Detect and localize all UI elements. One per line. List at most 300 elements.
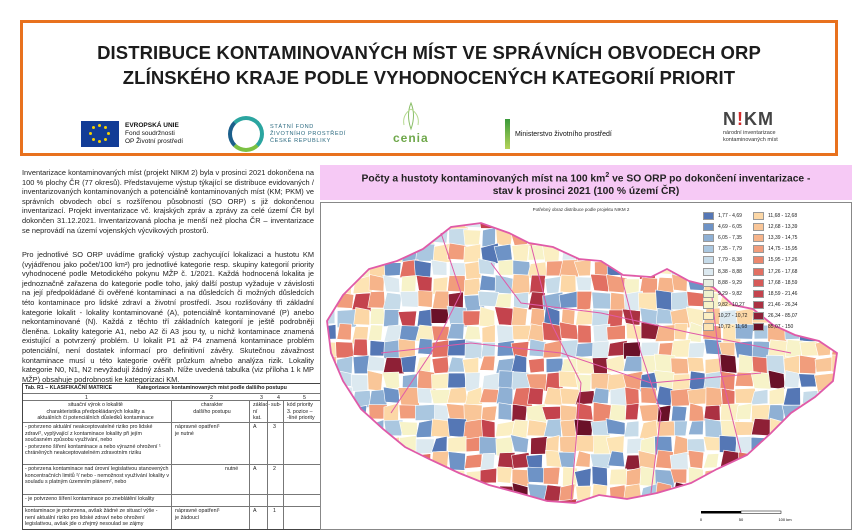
orp-district: [447, 387, 467, 403]
orp-district: [720, 371, 735, 390]
orp-district: [495, 307, 514, 326]
orp-district: [482, 325, 495, 344]
orp-district: [496, 499, 515, 515]
orp-district: [607, 228, 625, 243]
orp-district: [512, 500, 527, 519]
orp-district: [817, 469, 832, 487]
orp-district: [657, 244, 675, 261]
orp-district: [576, 342, 595, 357]
title-line-2: ZLÍNSKÉHO KRAJE PODLE VYHODNOCENÝCH KATEGORIÍ PRIORIT: [122, 67, 736, 88]
orp-district: [847, 386, 851, 402]
legend-swatch: [703, 301, 714, 309]
legend-item: [753, 221, 799, 232]
orp-district: [831, 244, 847, 262]
orp-district: [783, 388, 800, 406]
legend-item: [703, 288, 749, 299]
orp-district: [803, 212, 817, 231]
orp-district: [415, 468, 432, 485]
scale-bar: [700, 511, 792, 522]
orp-district: [448, 437, 467, 453]
nikm-subtitle: národní inventarizace kontaminovaných míst: [723, 130, 778, 143]
orp-district: [768, 467, 785, 485]
orp-district: [529, 358, 545, 373]
orp-district: [350, 229, 369, 243]
orp-district: [351, 374, 368, 391]
legend-swatch: [703, 223, 714, 231]
orp-district: [448, 357, 465, 372]
orp-district: [849, 482, 851, 502]
orp-district: [672, 374, 691, 391]
orp-district: [815, 326, 834, 339]
orp-district: [401, 484, 418, 502]
legend-swatch: [753, 279, 764, 287]
legend-swatch: [753, 223, 764, 231]
orp-district: [734, 500, 754, 518]
orp-district: [323, 436, 337, 456]
orp-district: [814, 261, 834, 279]
orp-district: [688, 388, 707, 404]
orp-district: [625, 228, 643, 248]
orp-district: [383, 293, 402, 310]
orp-district: [608, 243, 625, 262]
orp-district: [751, 437, 768, 454]
orp-district: [383, 212, 399, 230]
orp-district: [402, 213, 417, 230]
svg-text:50: 50: [738, 517, 744, 522]
orp-district: [495, 294, 512, 308]
legend-swatch: [703, 212, 714, 220]
orp-district: [432, 340, 449, 358]
orp-district: [848, 422, 851, 438]
orp-district: [369, 453, 386, 470]
orp-district: [336, 483, 352, 502]
orp-district: [833, 485, 848, 504]
orp-district: [834, 451, 851, 472]
orp-district: [815, 243, 833, 261]
legend-label: 8,88 - 9,29: [718, 279, 742, 286]
legend-swatch: [703, 234, 714, 242]
orp-district: [800, 437, 819, 454]
orp-district: [785, 484, 799, 500]
orp-district: [720, 354, 737, 373]
orp-district: [337, 276, 352, 295]
mzp-logo-text: Ministerstvo životního prostředí: [515, 130, 612, 138]
orp-district: [367, 212, 385, 230]
orp-district: [321, 484, 338, 500]
orp-district: [321, 420, 338, 438]
legend-swatch: [753, 312, 764, 320]
orp-district: [321, 500, 340, 515]
orp-district: [448, 373, 467, 388]
legend-swatch: [753, 323, 764, 331]
orp-district: [514, 292, 529, 308]
orp-district: [496, 387, 512, 405]
orp-district: [833, 421, 848, 439]
legend-label: 10,72 - 11,68: [718, 324, 748, 331]
orp-district: [543, 228, 562, 246]
orp-district: [688, 499, 707, 516]
orp-district: [689, 371, 705, 390]
orp-district: [335, 468, 355, 484]
legend-item: [703, 266, 749, 277]
legend-label: 13,39 - 14,75: [768, 234, 798, 241]
table-head-row: situační výrok o lokalitě charakteristika předpokládaných lokality a aktuálních či potenciálních důsledků kontaminace charakter dalšího postupu základ- ní kat. sub- kód priority 3. pozice – -líné priority: [23, 400, 321, 422]
orp-district: [817, 309, 832, 327]
orp-district: [321, 402, 335, 419]
orp-district: [527, 388, 543, 405]
orp-district: [353, 339, 368, 356]
orp-district: [847, 372, 851, 390]
orp-district: [543, 467, 560, 484]
orp-district: [383, 485, 401, 503]
orp-district: [816, 453, 832, 468]
orp-district: [463, 358, 479, 374]
orp-district: [448, 339, 467, 356]
legend-item: [703, 322, 749, 333]
orp-district: [703, 437, 721, 451]
orp-district: [399, 405, 418, 419]
orp-district: [799, 309, 818, 323]
svg-text:0: 0: [699, 517, 703, 522]
orp-district: [512, 404, 527, 422]
orp-district: [734, 486, 756, 500]
orp-district: [418, 500, 433, 519]
orp-district: [559, 452, 575, 467]
orp-district: [321, 229, 339, 247]
orp-district: [481, 419, 495, 438]
orp-district: [591, 243, 610, 261]
legend-swatch: [703, 279, 714, 287]
orp-district: [367, 356, 385, 371]
orp-district: [623, 356, 642, 372]
orp-district: [368, 371, 383, 391]
orp-district: [321, 374, 336, 389]
orp-district: [735, 422, 754, 436]
orp-district: [399, 422, 417, 436]
orp-district: [401, 356, 417, 373]
orp-district: [832, 436, 851, 453]
orp-district: [337, 324, 352, 341]
orp-district: [610, 485, 627, 503]
orp-district: [769, 451, 786, 469]
orp-district: [482, 227, 496, 246]
orp-district: [366, 245, 383, 262]
orp-district: [624, 245, 642, 259]
orp-district: [352, 213, 370, 227]
orp-district: [674, 226, 690, 244]
orp-district: [704, 503, 720, 518]
orp-district: [688, 342, 705, 358]
orp-district: [655, 228, 672, 247]
orp-district: [688, 450, 704, 468]
orp-district: [368, 467, 388, 486]
orp-district: [704, 405, 720, 421]
orp-district: [451, 501, 468, 519]
orp-district: [800, 246, 815, 264]
table-row: kontaminace je potvrzena, avšak žádné ze situací výše - není aktuální riziko pro lidské zdraví nebo ohrožení legislativou, avšak jde o zřejmý nesoulad se zájmy nápravné opatření¹ je žádoucí A 1: [23, 506, 321, 530]
orp-district: [575, 230, 593, 245]
legend-label: 9,29 - 9,82: [718, 290, 742, 297]
orp-district: [802, 275, 817, 294]
orp-district: [498, 260, 514, 276]
orp-district: [497, 325, 514, 343]
orp-district: [480, 486, 498, 504]
sfzp-logo: [228, 117, 346, 151]
orp-district: [352, 405, 367, 425]
orp-district: [447, 483, 463, 501]
legend-swatch: [753, 290, 764, 298]
orp-district: [832, 277, 852, 294]
orp-district: [545, 277, 561, 294]
legend-item: [703, 255, 749, 266]
legend-label: 17,68 - 18,59: [768, 279, 798, 286]
orp-district: [671, 339, 690, 357]
legend-label: 12,68 - 13,39: [768, 223, 798, 230]
legend-column-right: [753, 210, 799, 333]
orp-district: [336, 260, 354, 276]
orp-district: [387, 469, 400, 485]
orp-district: [576, 277, 592, 291]
orp-district: [802, 502, 818, 516]
orp-district: [335, 243, 352, 261]
sfzp-logo-text: STÁTNÍ FOND ŽIVOTNÍHO PROSTŘEDÍ ČESKÉ REPUBLIKY: [270, 123, 347, 144]
orp-district: [512, 244, 530, 261]
legend-swatch: [753, 301, 764, 309]
orp-district: [592, 388, 609, 404]
orp-district: [625, 403, 639, 419]
orp-district: [563, 467, 578, 487]
map-inner-title: Potřebný obraz distribuce podle projektu NIKM 2: [532, 207, 630, 212]
legend-item: [753, 277, 799, 288]
orp-district: [674, 421, 687, 436]
svg-text:100 km: 100 km: [778, 517, 792, 522]
orp-district: [625, 213, 643, 230]
table-row: - potvrzena kontaminace nad úrovní legislativou stanovených koncentračních limitů ²/ nebo - nemožnost využívání lokality v souladu s platným územním plánem², nebo nutné A 2: [23, 464, 321, 494]
orp-district: [671, 244, 690, 259]
legend-label: 85,07 - 150: [768, 324, 794, 331]
orp-district: [817, 277, 832, 293]
orp-district: [799, 451, 816, 469]
orp-district: [464, 326, 481, 340]
table-row: - potvrzeno aktuální neakceptovatelné riziko pro lidské zdraví², vyplývající z kontaminace lokality při jejím současném způsobu využívání, nebo - potvrzeno šíření kontaminace a nebo výrazné ohrožení ¹ chráněných neakceptovatelném zdravotním riziku nápravné opatření¹ je nutné A 3: [23, 422, 321, 464]
orp-district: [816, 405, 835, 421]
orp-district: [414, 260, 431, 277]
orp-district: [609, 404, 626, 420]
orp-district: [818, 436, 837, 456]
orp-district: [832, 468, 851, 484]
legend-column-left: [703, 210, 749, 333]
orp-district: [496, 211, 515, 231]
orp-district: [464, 230, 481, 245]
legend-swatch: [703, 290, 714, 298]
orp-district: [752, 484, 770, 501]
orp-district: [382, 372, 400, 389]
orp-district: [671, 358, 689, 374]
orp-district: [447, 324, 464, 340]
legend-swatch: [703, 268, 714, 276]
orp-district: [832, 338, 848, 356]
orp-district: [609, 469, 626, 485]
orp-district: [575, 468, 592, 489]
orp-district: [370, 227, 388, 245]
orp-district: [465, 340, 483, 359]
legend-item: [753, 244, 799, 255]
orp-district: [559, 213, 577, 227]
orp-district: [848, 258, 851, 276]
orp-district: [511, 212, 527, 232]
mzp-bar-icon: [505, 119, 510, 149]
orp-district: [399, 452, 417, 467]
legend-item: [703, 277, 749, 288]
orp-district: [368, 325, 383, 341]
nikm-logo: [723, 109, 778, 153]
orp-district: [321, 244, 337, 263]
orp-district: [782, 435, 799, 455]
orp-district: [592, 466, 608, 486]
orp-district: [816, 420, 833, 436]
orp-district: [544, 501, 559, 517]
legend-item: [753, 210, 799, 221]
legend-item: [703, 311, 749, 322]
eu-logo-text: EVROPSKÁ UNIE Fond soudržnosti OP Životní prostředí: [125, 122, 184, 145]
cenia-leaf-icon: [396, 101, 426, 131]
orp-district: [482, 373, 501, 391]
orp-district: [418, 339, 433, 355]
legend-label: 26,34 - 85,07: [768, 313, 798, 320]
orp-district: [784, 452, 802, 471]
orp-district: [575, 451, 590, 468]
orp-district: [639, 404, 659, 421]
orp-district: [321, 450, 341, 466]
orp-district: [769, 388, 785, 405]
orp-district: [432, 357, 449, 374]
orp-district: [800, 261, 817, 280]
orp-district: [768, 437, 788, 455]
orp-district: [721, 388, 735, 406]
legend-item: [703, 221, 749, 232]
orp-district: [336, 342, 354, 358]
orp-district: [753, 452, 768, 468]
sfzp-ring-icon: [228, 116, 264, 152]
logo-strip: [23, 109, 835, 157]
orp-district: [497, 467, 512, 484]
orp-district: [527, 420, 546, 436]
orp-district: [626, 262, 641, 275]
orp-district: [719, 483, 738, 501]
orp-district: [543, 212, 562, 228]
orp-district: [464, 244, 481, 263]
legend-item: [753, 322, 799, 333]
legend-label: 8,38 - 8,88: [718, 268, 742, 275]
legend-swatch: [753, 256, 764, 264]
legend-swatch: [753, 212, 764, 220]
orp-district: [352, 244, 370, 263]
orp-district: [782, 422, 799, 439]
orp-district: [754, 467, 769, 484]
orp-district: [465, 500, 484, 520]
legend-label: 6,05 - 7,35: [718, 234, 742, 241]
legend-swatch: [703, 245, 714, 253]
mzp-logo: [505, 117, 612, 151]
orp-district: [576, 435, 595, 452]
orp-district: [480, 275, 498, 291]
orp-district: [674, 501, 690, 520]
orp-district: [433, 501, 452, 518]
orp-district: [335, 453, 351, 471]
legend-label: 14,75 - 15,95: [768, 246, 798, 253]
map-title: Počty a hustoty kontaminovaných míst na 100 $km^2$ ve SO ORP po dokončení inventarizace - stav k prosinci 2021 (100 % území ČR): [320, 165, 852, 200]
orp-district: [832, 499, 851, 515]
orp-district: [657, 213, 674, 228]
orp-district: [848, 499, 851, 518]
orp-district: [674, 211, 687, 229]
orp-district: [721, 468, 736, 488]
orp-district: [415, 404, 436, 420]
legend-label: 21,46 - 26,34: [768, 302, 798, 309]
nikm-wordmark: N!KM: [723, 109, 774, 129]
orp-district: [479, 307, 495, 327]
orp-district: [610, 388, 626, 407]
orp-district: [704, 372, 722, 389]
orp-district: [431, 470, 450, 484]
orp-district: [799, 231, 818, 247]
orp-district: [352, 483, 371, 503]
legend-label: 7,79 - 8,38: [718, 257, 742, 264]
eu-logo: [81, 117, 183, 151]
orp-district: [464, 483, 480, 500]
orp-district: [559, 322, 578, 340]
orp-district: [847, 290, 851, 308]
orp-district: [336, 228, 354, 246]
legend-item: [753, 266, 799, 277]
orp-district: [352, 453, 369, 471]
orp-district: [431, 260, 447, 276]
orp-district: [848, 212, 851, 231]
orp-district: [321, 276, 337, 292]
legend-label: 15,95 - 17,26: [768, 257, 798, 264]
orp-district: [432, 291, 449, 311]
orp-district: [336, 420, 355, 435]
legend-label: 9,82 - 10,27: [718, 302, 745, 309]
orp-district: [848, 275, 851, 293]
orp-district: [832, 403, 851, 420]
legend-item: [753, 232, 799, 243]
cenia-logo: [393, 101, 429, 149]
orp-district: [834, 212, 849, 227]
orp-district: [448, 452, 465, 471]
orp-district: [719, 435, 736, 453]
orp-district: [689, 403, 704, 422]
orp-district: [803, 483, 818, 500]
orp-district: [383, 499, 403, 518]
orp-district: [383, 387, 399, 403]
orp-district: [850, 450, 852, 470]
legend-item: [753, 300, 799, 311]
orp-district: [511, 355, 526, 374]
orp-district: [737, 467, 755, 485]
orp-district: [799, 468, 816, 485]
orp-district: [687, 357, 704, 371]
orp-district: [833, 227, 848, 247]
legend-item: [753, 311, 799, 322]
orp-district: [465, 454, 483, 469]
legend-item: [703, 244, 749, 255]
orp-district: [849, 467, 851, 487]
orp-district: [368, 437, 387, 451]
legend-swatch: [703, 312, 714, 320]
orp-district: [370, 309, 385, 325]
orp-district: [624, 500, 644, 520]
